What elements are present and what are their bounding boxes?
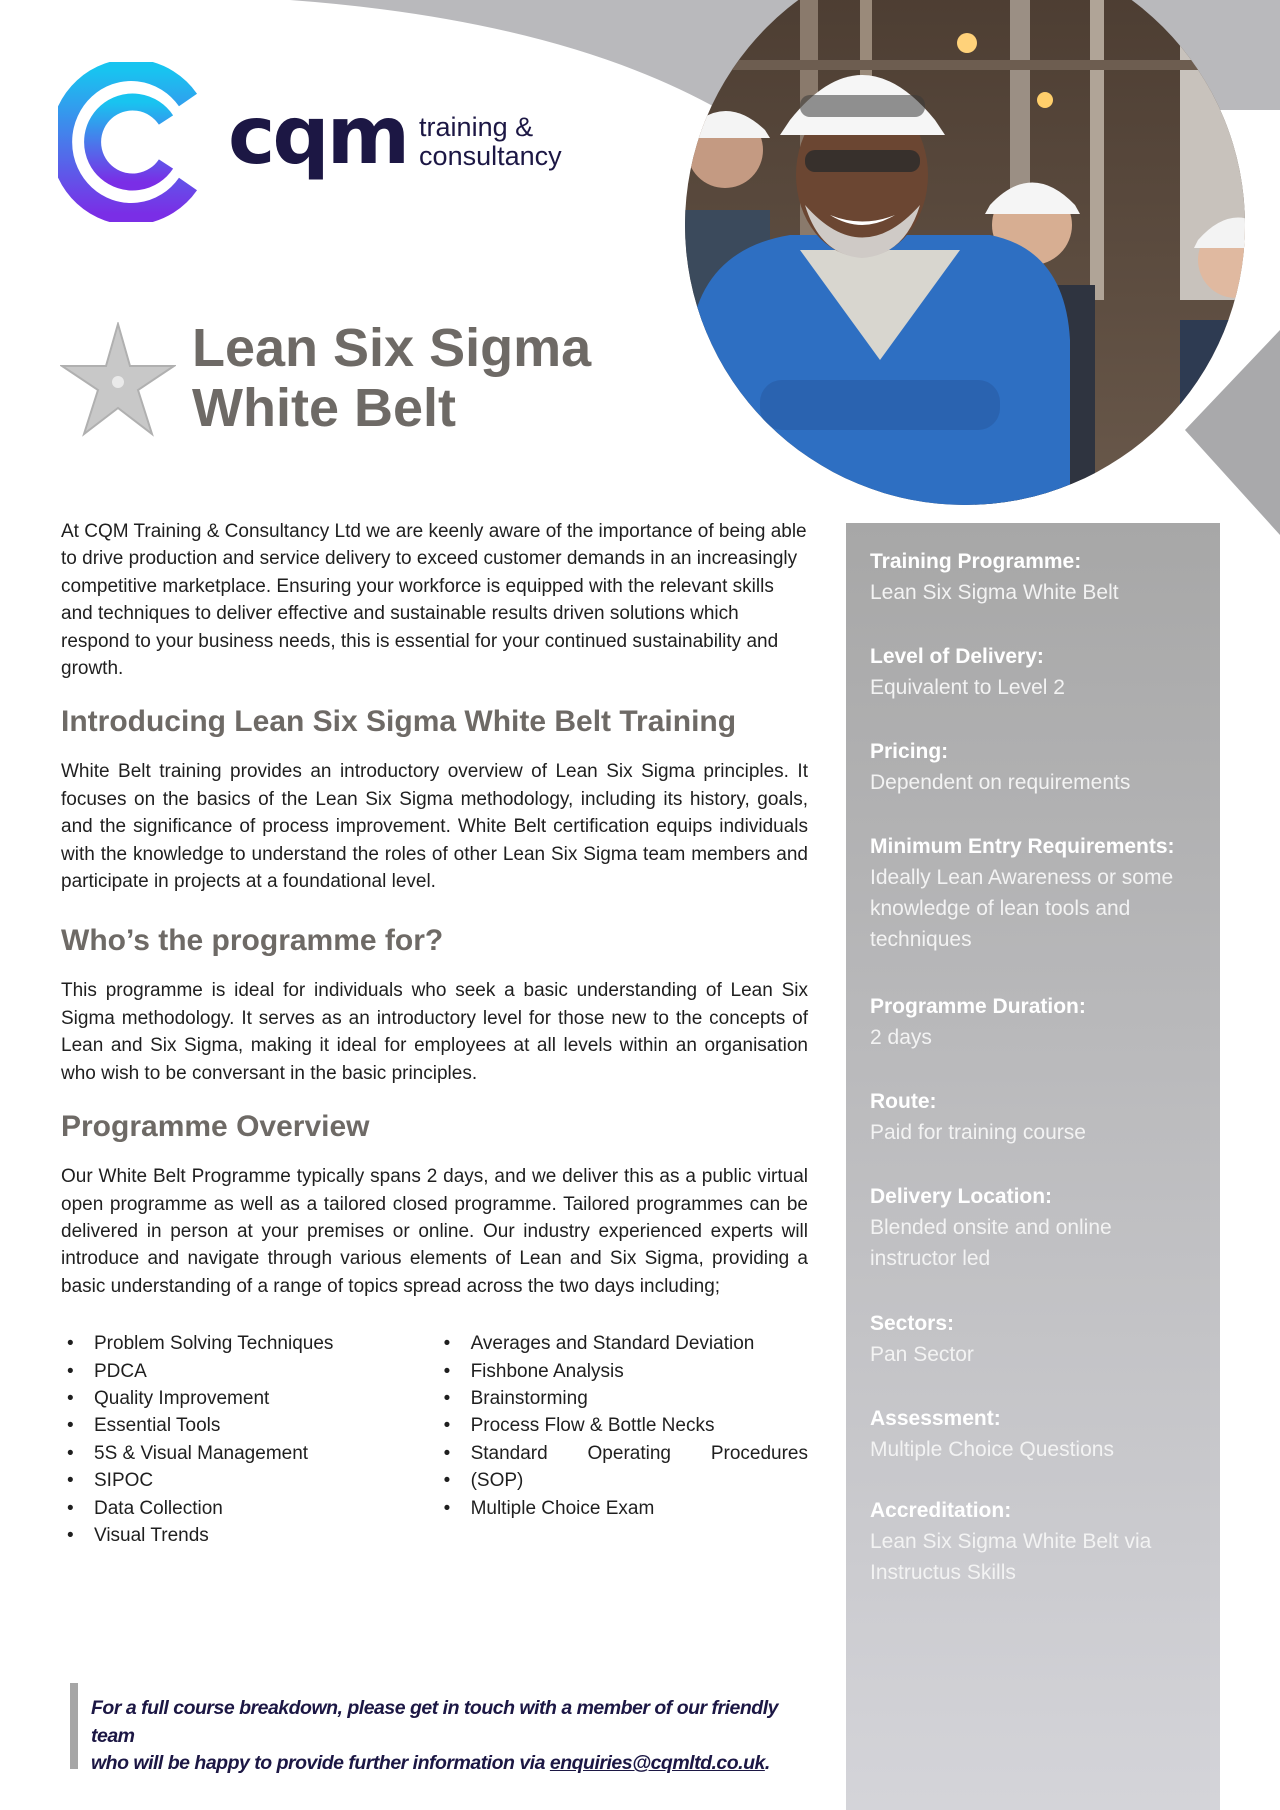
detail-value-line: instructor led <box>870 1247 991 1270</box>
contact-callout <box>70 1683 818 1774</box>
who-paragraph: This programme is ideal for individuals who seek a basic understanding of Lean Six Sigma methodology. It serves as an introductory level for those new to the concepts of Lean and Six Sigma, making it ideal for employees at all levels within an organisation who wish to be conversant in the basic principles. <box>61 980 808 1084</box>
detail-label: Training Programme: <box>870 550 1082 573</box>
detail-label: Pricing: <box>870 740 949 763</box>
list-item: • Standard Operating Procedures <box>438 1440 808 1467</box>
detail-label: Route: <box>870 1090 937 1113</box>
heading-introducing: Introducing Lean Six Sigma White Belt Training <box>61 705 737 739</box>
list-item: • Fishbone Analysis <box>438 1358 808 1385</box>
contact-line2-end: . <box>764 1752 770 1774</box>
logo-tagline <box>419 113 562 171</box>
list-item: • Process Flow & Bottle Necks <box>438 1412 808 1439</box>
intro-paragraph: At CQM Training & Consultancy Ltd we are keenly aware of the importance of being able to drive production and service delivery to exceed customer demands in an increasingly competitive marketplace. Ensuring your workforce is equipped with the relevant skills and techniques to deliver effective and sustainable results driven solutions which respond to your business needs, this is essential for your continued sustainability and growth. <box>61 521 807 680</box>
heading-overview: Programme Overview <box>61 1110 370 1144</box>
detail-value: Equivalent to Level 2 <box>870 676 1065 699</box>
cqm-logo-mark-icon <box>58 62 198 222</box>
detail-label: Assessment: <box>870 1407 1001 1430</box>
detail-sectors <box>870 1309 1210 1370</box>
detail-value-line: Lean Six Sigma White Belt via <box>870 1530 1152 1553</box>
detail-value-line: knowledge of lean tools and <box>870 897 1131 920</box>
detail-value-line: techniques <box>870 928 972 951</box>
email-link[interactable]: enquiries@cqmltd.co.uk <box>549 1752 765 1774</box>
list-item: • Problem Solving Techniques <box>61 1330 425 1357</box>
detail-entry-requirements <box>870 832 1210 955</box>
introducing-paragraph: White Belt training provides an introductory overview of Lean Six Sigma principles. It focuses on the basics of the Lean Six Sigma methodology, including its history, goals, and the significance of process improvement. White Belt certification equips individuals with the knowledge to understand the roles of other Lean Six Sigma team members and participate in projects at a foundational level. <box>61 761 808 893</box>
detail-assessment <box>870 1404 1210 1465</box>
detail-label: Delivery Location: <box>870 1185 1053 1208</box>
detail-value-line: Ideally Lean Awareness or some <box>870 866 1174 889</box>
detail-label: Minimum Entry Requirements: <box>870 835 1175 858</box>
detail-route <box>870 1087 1210 1148</box>
list-item: • Quality Improvement <box>61 1385 425 1412</box>
detail-value: Dependent on requirements <box>870 771 1131 794</box>
heading-who: Who’s the programme for? <box>61 924 444 958</box>
contact-line2-text: who will be happy to provide further information via <box>91 1752 550 1774</box>
detail-value: Pan Sector <box>870 1343 974 1366</box>
list-item: • SIPOC <box>61 1467 425 1494</box>
detail-label: Accreditation: <box>870 1499 1012 1522</box>
detail-value-line: Instructus Skills <box>870 1561 1016 1584</box>
list-item: • PDCA <box>61 1358 425 1385</box>
detail-label: Level of Delivery: <box>870 645 1044 668</box>
detail-training-programme <box>870 547 1210 608</box>
detail-value: Lean Six Sigma White Belt <box>870 581 1119 604</box>
topics-column-1 <box>61 1330 425 1549</box>
detail-pricing <box>870 737 1210 798</box>
list-item: • Multiple Choice Exam <box>438 1495 808 1522</box>
topics-list <box>61 1330 808 1549</box>
list-item: • Brainstorming <box>438 1385 808 1412</box>
main-content <box>61 518 808 1549</box>
detail-label: Sectors: <box>870 1312 955 1335</box>
logo-wordmark: cqm <box>228 89 408 182</box>
logo-tagline-line1: training & <box>419 112 534 142</box>
list-item: • Visual Trends <box>61 1522 425 1549</box>
list-item: • Essential Tools <box>61 1412 425 1439</box>
list-item: • Averages and Standard Deviation <box>438 1330 808 1357</box>
detail-value-line: Blended onsite and online <box>870 1216 1112 1239</box>
cqm-logo <box>58 62 562 222</box>
logo-tagline-line2: consultancy <box>419 141 562 171</box>
detail-label: Programme Duration: <box>870 995 1086 1018</box>
detail-value: Paid for training course <box>870 1121 1086 1144</box>
page-title-line2: White Belt <box>192 378 456 438</box>
list-item-continuation-text: (SOP) <box>470 1470 524 1492</box>
overview-paragraph: Our White Belt Programme typically spans 2 days, and we deliver this as a public virtual open programme as well as a tailored closed programme. Tailored programmes can be delivered in person at your premises or online. Our industry experienced experts will introduce and navigate through various elements of Lean and Six Sigma, providing a basic understanding of a range of topics spread across the two days including; <box>61 1166 808 1297</box>
detail-delivery-location <box>870 1182 1210 1274</box>
course-details-sidebar <box>846 523 1220 1810</box>
detail-duration <box>870 992 1210 1053</box>
detail-level-of-delivery <box>870 642 1210 703</box>
detail-value: Multiple Choice Questions <box>870 1438 1114 1461</box>
topics-column-2 <box>438 1330 808 1549</box>
detail-accreditation <box>870 1496 1210 1588</box>
list-item: • 5S & Visual Management <box>61 1440 425 1467</box>
contact-line1: For a full course breakdown, please get in touch with a member of our friendly team <box>91 1697 778 1747</box>
list-item: • Data Collection <box>61 1495 425 1522</box>
detail-value: 2 days <box>870 1026 932 1049</box>
contact-text <box>91 1695 811 1778</box>
star-icon <box>60 322 176 438</box>
list-item-continuation <box>438 1467 808 1494</box>
page-title-line1: Lean Six Sigma <box>192 318 592 378</box>
contact-line2 <box>91 1750 811 1778</box>
page-title <box>192 318 591 438</box>
